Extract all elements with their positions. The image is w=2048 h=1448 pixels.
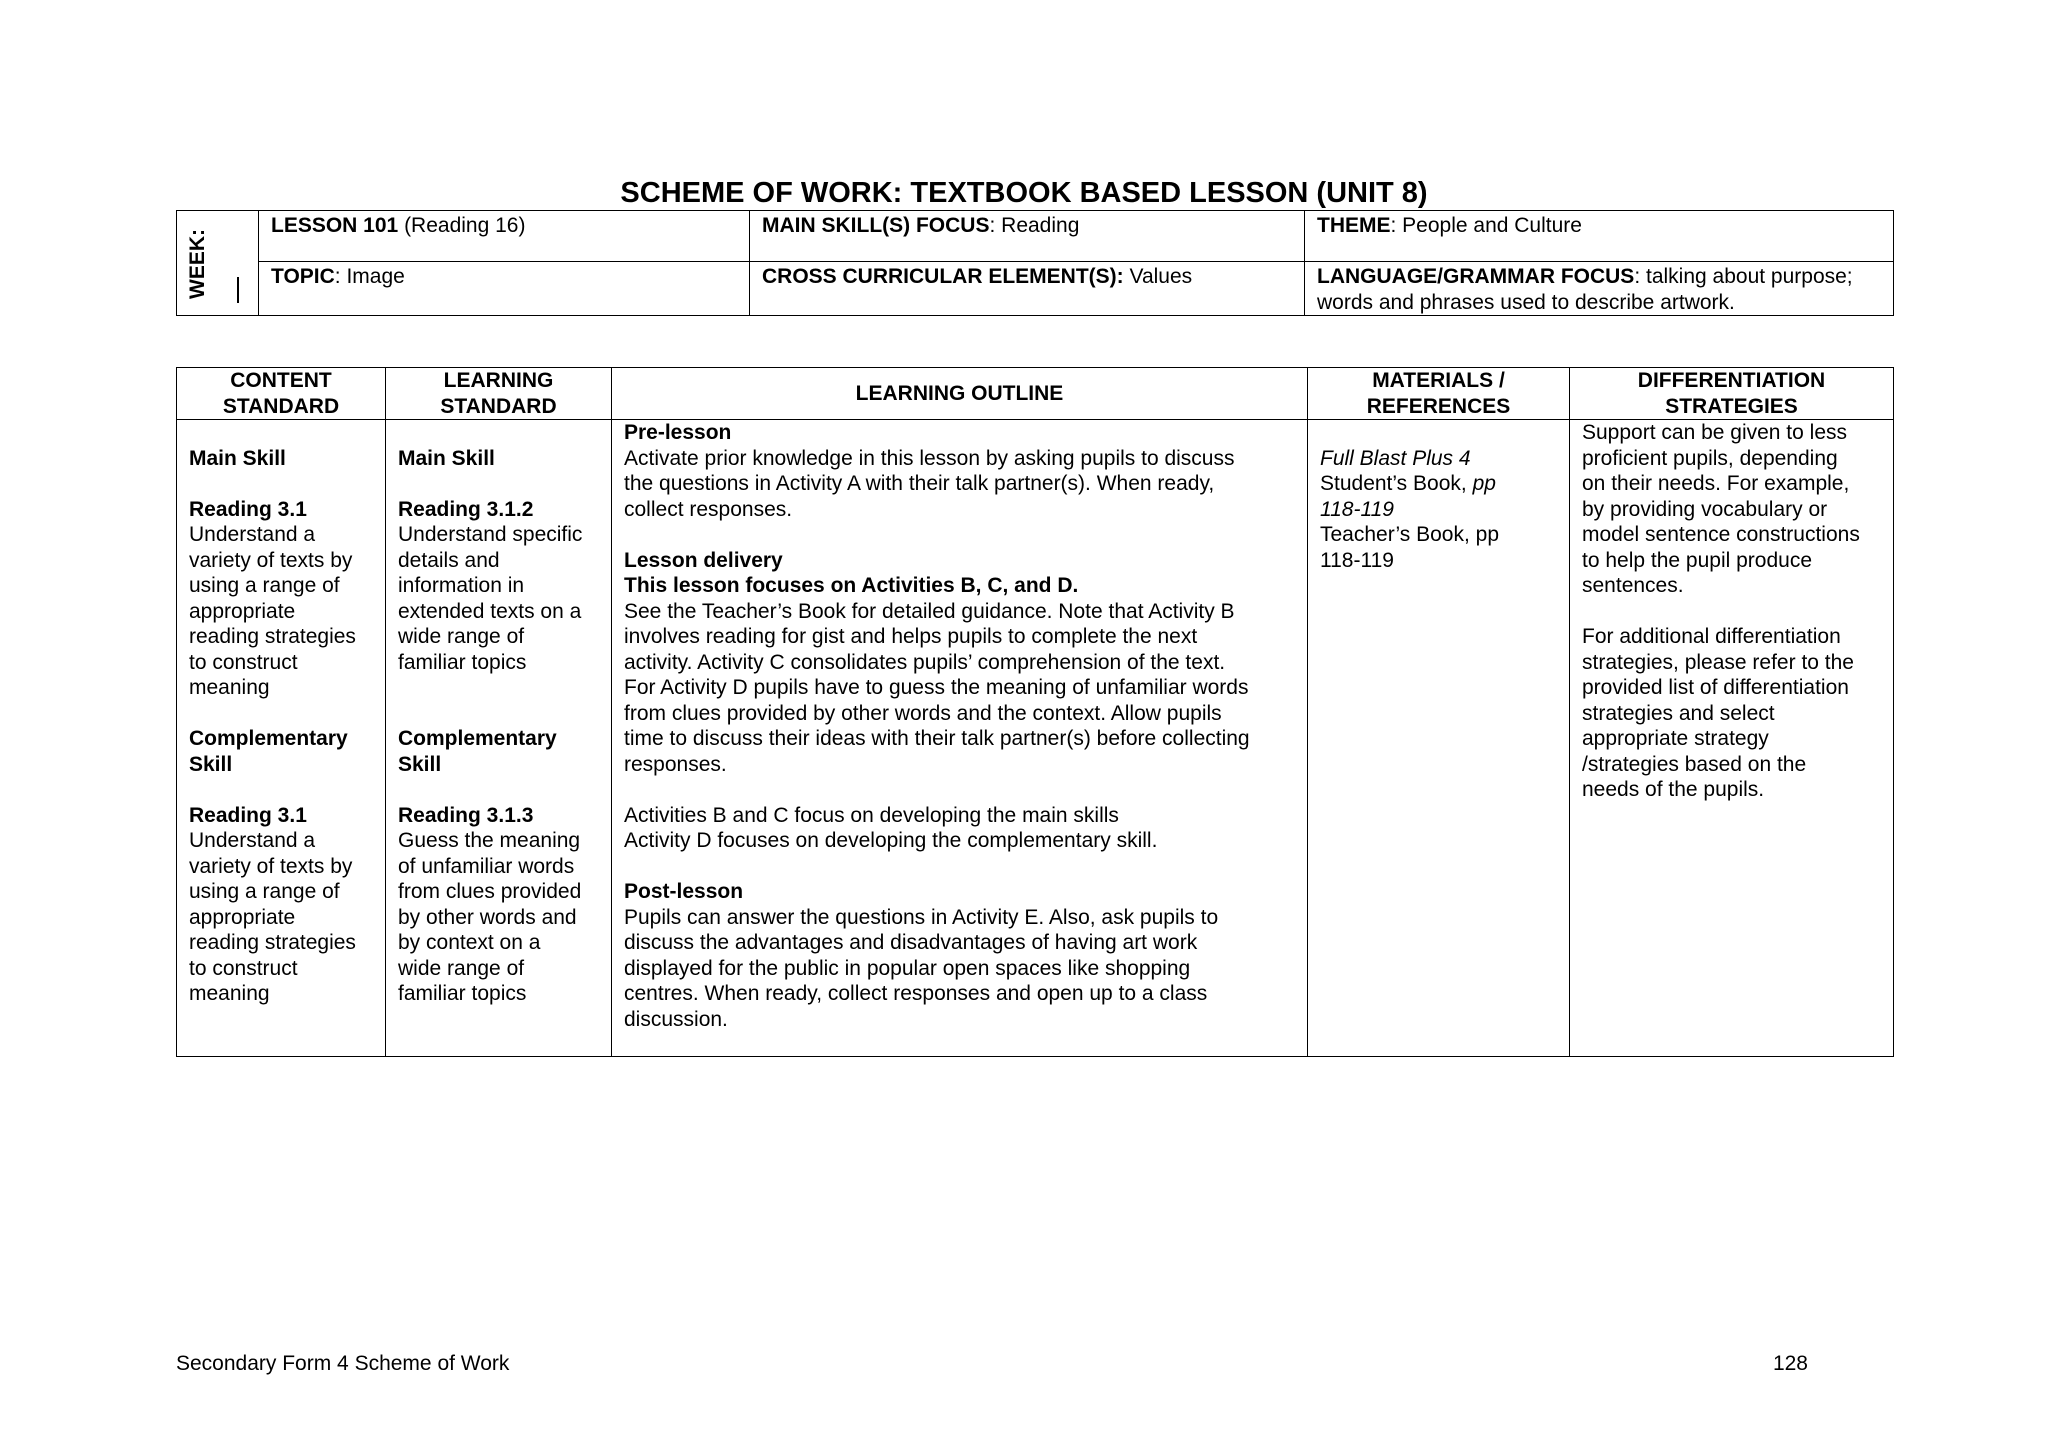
theme-value: : People and Culture xyxy=(1390,214,1582,237)
content-standard-cell xyxy=(177,420,386,1057)
post-lesson-heading: Post-lesson xyxy=(624,880,744,903)
main-skill-value: : Reading xyxy=(989,214,1080,237)
page-title: SCHEME OF WORK: TEXTBOOK BASED LESSON (UNIT 8) xyxy=(620,177,1428,209)
header-content-standard: CONTENT STANDARD xyxy=(177,368,386,420)
language-focus-label: LANGUAGE/GRAMMAR FOCUS xyxy=(1317,265,1635,288)
pre-lesson-heading: Pre-lesson xyxy=(624,421,732,444)
week-cell xyxy=(177,211,259,316)
lesson-plan-table xyxy=(176,367,1894,1057)
ls-main-code: Reading 3.1.2 xyxy=(398,497,534,521)
header-materials: MATERIALS / REFERENCES xyxy=(1308,368,1570,420)
students-book-pages: pp 118-119 xyxy=(1320,472,1496,521)
ls-main-text: Understand specific details and information in extended texts on a wide range of familiar topics xyxy=(398,523,583,674)
lesson-delivery-text: See the Teacher’s Book for detailed guidance. Note that Activity B involves reading for gist and helps pupils to complete the next activity. Activity C consolidates pupils’ comprehension of the text. For Activity D pupils have to guess the meaning of unfamiliar words from clues provided by other words and the context. Allow pupils time to discuss their ideas with their talk partner(s) before collecting responses. xyxy=(624,599,1250,776)
students-book: Student’s Book, xyxy=(1320,472,1473,495)
cross-curricular-value: Values xyxy=(1123,265,1193,288)
learning-standard-cell xyxy=(386,420,612,1057)
differentiation-para-1: Support can be given to less proficient pupils, depending on their needs. For example, by providing vocabulary or model sentence constructions to help the pupil produce sentences. xyxy=(1582,421,1860,597)
cs-main-text: Understand a variety of texts by using a range of appropriate reading strategies to construct meaning xyxy=(189,523,356,699)
lesson-label: LESSON 101 xyxy=(271,214,399,237)
header-differentiation: DIFFERENTIATION STRATEGIES xyxy=(1570,368,1894,420)
cs-comp-code: Reading 3.1 xyxy=(189,803,307,827)
footer-page-number: 128 xyxy=(1772,1352,1808,1375)
lesson-value: (Reading 16) xyxy=(398,214,526,237)
theme-label: THEME xyxy=(1317,214,1391,237)
main-skill-cell xyxy=(750,211,1305,262)
materials-cell xyxy=(1308,420,1570,1057)
week-bar xyxy=(237,277,239,303)
topic-value: : Image xyxy=(334,265,405,288)
post-lesson-text: Pupils can answer the questions in Activity E. Also, ask pupils to discuss the advantages and disadvantages of having art work displayed for the public in popular open spaces like shopping centres. When ready, collect responses and open up to a class discussion. xyxy=(624,905,1219,1031)
lesson-delivery-heading: Lesson delivery xyxy=(624,548,783,572)
topic-cell xyxy=(259,262,750,316)
lesson-cell xyxy=(259,211,750,262)
ls-comp-code: Reading 3.1.3 xyxy=(398,803,534,827)
theme-cell xyxy=(1305,211,1894,262)
ls-comp-skill-heading: Complementary Skill xyxy=(398,727,557,776)
differentiation-para-2: For additional differentiation strategies, please refer to the provided list of differentiation strategies and select appropriate strategy /strategies based on the needs of the pupils. xyxy=(1582,625,1854,801)
learning-outline-cell xyxy=(612,420,1308,1057)
cs-main-code: Reading 3.1 xyxy=(189,497,307,521)
activities-bc-text: Activities B and C focus on developing the main skills xyxy=(624,803,1119,827)
cs-main-skill-heading: Main Skill xyxy=(189,446,286,470)
activity-d-text: Activity D focuses on developing the complementary skill. xyxy=(624,829,1158,852)
cs-comp-skill-heading: Complementary Skill xyxy=(189,727,348,776)
differentiation-cell xyxy=(1570,420,1894,1057)
cross-curricular-label: CROSS CURRICULAR ELEMENT(S): xyxy=(762,265,1124,288)
ls-comp-text: Guess the meaning of unfamiliar words from clues provided by other words and by context on a wide range of familiar topics xyxy=(398,829,582,1005)
week-label: WEEK: xyxy=(186,229,209,299)
main-skill-label: MAIN SKILL(S) FOCUS xyxy=(762,214,990,237)
footer-document-title: Secondary Form 4 Scheme of Work xyxy=(176,1352,510,1375)
language-focus-value: : talking about purpose; words and phrases used to describe artwork. xyxy=(1317,265,1853,314)
teachers-book: Teacher’s Book, pp 118-119 xyxy=(1320,523,1500,572)
lesson-delivery-focus: This lesson focuses on Activities B, C, and D. xyxy=(624,574,1079,597)
header-learning-outline: LEARNING OUTLINE xyxy=(612,368,1308,420)
pre-lesson-text: Activate prior knowledge in this lesson by asking pupils to discuss the questions in Activity A with their talk partner(s). When ready, collect responses. xyxy=(624,446,1235,521)
topic-label: TOPIC xyxy=(271,265,335,288)
cs-comp-text: Understand a variety of texts by using a range of appropriate reading strategies to construct meaning xyxy=(189,829,356,1005)
header-learning-standard: LEARNING STANDARD xyxy=(386,368,612,420)
language-focus-cell xyxy=(1305,262,1894,316)
book-title: Full Blast Plus 4 xyxy=(1320,446,1471,470)
ls-main-skill-heading: Main Skill xyxy=(398,446,495,470)
lesson-header-table xyxy=(176,210,1894,316)
cross-curricular-cell xyxy=(750,262,1305,316)
